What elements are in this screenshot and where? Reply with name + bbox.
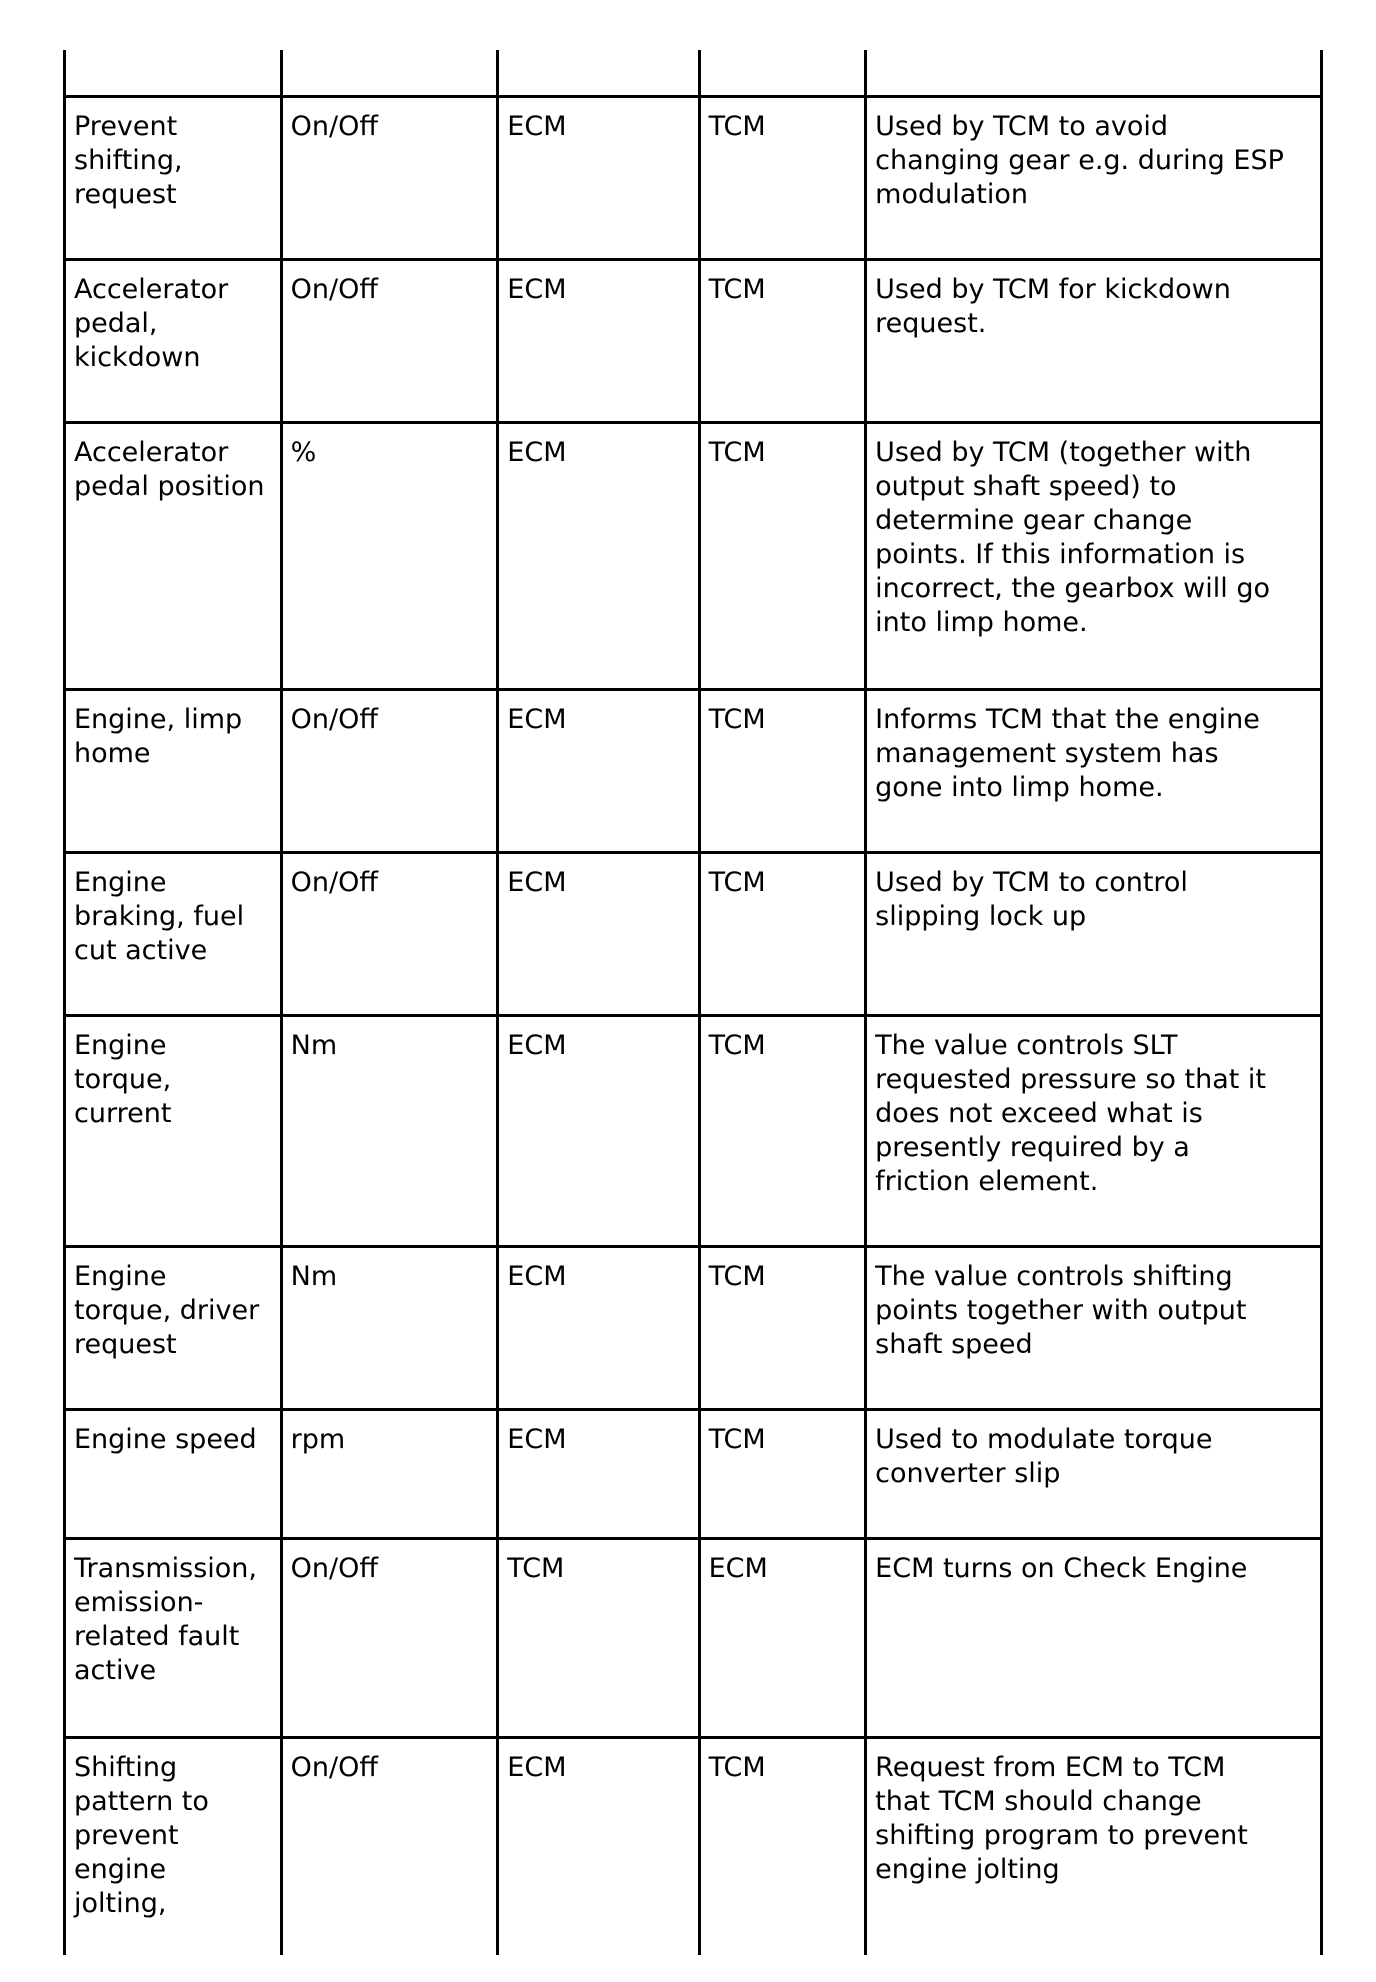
unit-cell: Nm (281, 1016, 498, 1247)
description-cell: The value controls shifting points together with output shaft speed (866, 1247, 1322, 1410)
signal-name-cell: Accelerator pedal position (65, 423, 282, 690)
table-cell (699, 50, 866, 97)
sender-cell: ECM (498, 690, 699, 853)
unit-cell: rpm (281, 1410, 498, 1539)
receiver-cell: ECM (699, 1539, 866, 1738)
signal-name-cell: Engine, limp home (65, 690, 282, 853)
description-cell: Used by TCM to control slipping lock up (866, 853, 1322, 1016)
signal-name-cell: Engine braking, fuel cut active (65, 853, 282, 1016)
table-row (65, 1247, 1322, 1410)
receiver-cell: TCM (699, 690, 866, 853)
table-row-continued-top (65, 50, 1322, 97)
description-cell: Used to modulate torque converter slip (866, 1410, 1322, 1539)
table-row (65, 97, 1322, 260)
description-cell: Used by TCM (together with output shaft speed) to determine gear change points. If this information is incorrect, the gearbox will go into limp home. (866, 423, 1322, 690)
description-cell: Informs TCM that the engine management system has gone into limp home. (866, 690, 1322, 853)
table-cell (281, 50, 498, 97)
description-cell: Used by TCM for kickdown request. (866, 260, 1322, 423)
signal-name-cell: Transmission, emission- related fault active (65, 1539, 282, 1738)
table-row (65, 1738, 1322, 1956)
sender-cell: ECM (498, 97, 699, 260)
table-row (65, 1539, 1322, 1738)
table-row (65, 853, 1322, 1016)
unit-cell: On/Off (281, 853, 498, 1016)
receiver-cell: TCM (699, 97, 866, 260)
table-row (65, 690, 1322, 853)
table-cell (866, 50, 1322, 97)
description-cell: The value controls SLT requested pressure so that it does not exceed what is presently required by a friction element. (866, 1016, 1322, 1247)
signal-name-cell: Accelerator pedal, kickdown (65, 260, 282, 423)
receiver-cell: TCM (699, 1247, 866, 1410)
receiver-cell: TCM (699, 260, 866, 423)
sender-cell: ECM (498, 853, 699, 1016)
signal-name-cell: Engine torque, current (65, 1016, 282, 1247)
unit-cell: On/Off (281, 690, 498, 853)
sender-cell: ECM (498, 1247, 699, 1410)
signal-name-cell: Shifting pattern to prevent engine jolting, (65, 1738, 282, 1956)
sender-cell: ECM (498, 1738, 699, 1956)
description-cell: ECM turns on Check Engine (866, 1539, 1322, 1738)
signal-name-cell: Prevent shifting, request (65, 97, 282, 260)
signal-name-cell: Engine torque, driver request (65, 1247, 282, 1410)
description-cell: Used by TCM to avoid changing gear e.g. during ESP modulation (866, 97, 1322, 260)
table-row (65, 1410, 1322, 1539)
receiver-cell: TCM (699, 1738, 866, 1956)
sender-cell: TCM (498, 1539, 699, 1738)
description-cell: Request from ECM to TCM that TCM should change shifting program to prevent engine jolting (866, 1738, 1322, 1956)
signal-name-cell: Engine speed (65, 1410, 282, 1539)
unit-cell: On/Off (281, 1539, 498, 1738)
receiver-cell: TCM (699, 423, 866, 690)
sender-cell: ECM (498, 423, 699, 690)
unit-cell: Nm (281, 1247, 498, 1410)
unit-cell: % (281, 423, 498, 690)
table-row (65, 423, 1322, 690)
receiver-cell: TCM (699, 1016, 866, 1247)
table-cell (498, 50, 699, 97)
receiver-cell: TCM (699, 853, 866, 1016)
table-row (65, 260, 1322, 423)
table-row (65, 1016, 1322, 1247)
unit-cell: On/Off (281, 1738, 498, 1956)
table-cell (65, 50, 282, 97)
unit-cell: On/Off (281, 260, 498, 423)
sender-cell: ECM (498, 1016, 699, 1247)
signal-table (63, 50, 1323, 1955)
sender-cell: ECM (498, 260, 699, 423)
sender-cell: ECM (498, 1410, 699, 1539)
receiver-cell: TCM (699, 1410, 866, 1539)
unit-cell: On/Off (281, 97, 498, 260)
